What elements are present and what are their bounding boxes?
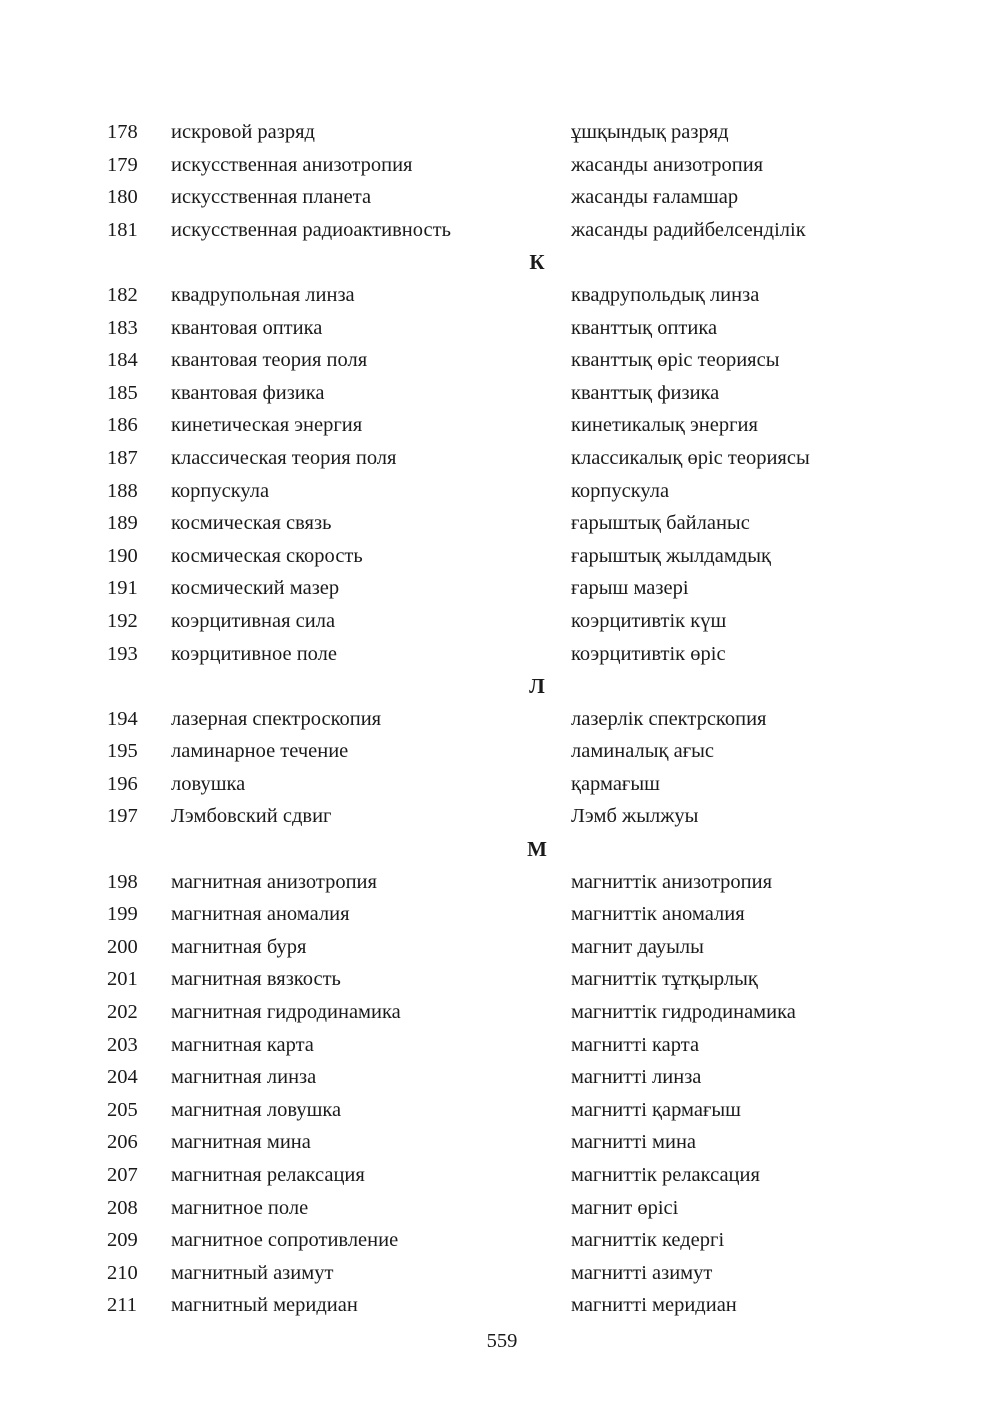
section-letter: К [529, 250, 545, 275]
term-kazakh: жасанды анизотропия [571, 153, 764, 176]
glossary-row [0, 898, 1004, 931]
term-kazakh: кванттық өріс теориясы [571, 349, 780, 372]
glossary-row [0, 279, 1004, 312]
term-kazakh: корпускула [571, 479, 670, 502]
term-kazakh: магниттік анизотропия [571, 870, 773, 893]
term-russian: магнитная релаксация [171, 1164, 365, 1186]
entry-number: 201 [107, 968, 138, 991]
term-kazakh: классикалық өріс теориясы [571, 446, 810, 469]
glossary-row [0, 1126, 1004, 1159]
term-kazakh: қармағыш [571, 772, 660, 795]
entry-number: 199 [107, 903, 138, 926]
glossary-row [0, 540, 1004, 573]
term-russian: классическая теория поля [171, 446, 397, 469]
entry-number: 210 [107, 1261, 138, 1284]
term-russian: магнитная ловушка [171, 1098, 342, 1121]
term-kazakh: кванттық оптика [571, 316, 718, 339]
entry-number: 186 [107, 414, 138, 437]
term-russian: ловушка [171, 772, 246, 795]
glossary-row [0, 312, 1004, 345]
glossary-list [0, 116, 1004, 1322]
entry-number: 195 [107, 740, 138, 763]
page-number: 559 [486, 1330, 518, 1352]
entry-number: 181 [107, 218, 138, 241]
term-russian: магнитная линза [171, 1066, 317, 1089]
glossary-row [0, 1029, 1004, 1062]
term-russian: лазерная спектроскопия [171, 707, 382, 730]
entry-number: 209 [107, 1229, 138, 1252]
term-russian: квантовая теория поля [171, 349, 368, 372]
term-kazakh: ламиналық ағыс [571, 740, 714, 763]
entry-number: 194 [107, 707, 138, 730]
term-russian: квантовая оптика [171, 316, 323, 339]
entry-number: 193 [107, 642, 138, 665]
section-letter: Л [529, 674, 545, 699]
glossary-row [0, 605, 1004, 638]
glossary-row [0, 507, 1004, 540]
glossary-row [0, 572, 1004, 605]
entry-number: 188 [107, 479, 138, 502]
term-kazakh: жасанды радийбелсенділік [571, 218, 806, 241]
glossary-row [0, 409, 1004, 442]
entry-number: 208 [107, 1196, 138, 1219]
glossary-row [0, 1094, 1004, 1127]
glossary-row [0, 963, 1004, 996]
term-russian: магнитная аномалия [171, 903, 350, 926]
term-kazakh: ғарыштық жылдамдық [571, 544, 771, 567]
term-russian: искусственная анизотропия [171, 153, 413, 176]
glossary-row [0, 1192, 1004, 1225]
entry-number: 206 [107, 1131, 138, 1154]
term-russian: искусственная планета [171, 186, 372, 209]
glossary-row [0, 116, 1004, 149]
entry-number: 185 [107, 381, 138, 404]
glossary-row [0, 866, 1004, 899]
term-russian: космический мазер [171, 577, 340, 600]
glossary-row [0, 1224, 1004, 1257]
entry-number: 180 [107, 186, 138, 209]
entry-number: 202 [107, 1001, 138, 1024]
glossary-row [0, 475, 1004, 508]
term-kazakh: магнитті линза [571, 1066, 702, 1089]
glossary-row [0, 1257, 1004, 1290]
term-kazakh: магнитті азимут [571, 1261, 713, 1284]
glossary-row [0, 1289, 1004, 1322]
term-kazakh: магниттік гидродинамика [571, 1001, 796, 1024]
entry-number: 189 [107, 512, 138, 535]
entry-number: 192 [107, 609, 138, 632]
term-russian: магнитная вязкость [171, 968, 341, 991]
term-kazakh: магниттік аномалия [571, 903, 745, 926]
entry-number: 200 [107, 935, 138, 958]
glossary-row [0, 442, 1004, 475]
glossary-row [0, 1061, 1004, 1094]
section-letter: М [527, 837, 547, 862]
glossary-row [0, 377, 1004, 410]
term-russian: искровой разряд [171, 121, 315, 143]
term-kazakh: лазерлік спектрскопия [571, 707, 767, 730]
term-russian: магнитное поле [171, 1196, 309, 1219]
entry-number: 205 [107, 1098, 138, 1121]
term-russian: магнитная карта [171, 1033, 314, 1056]
term-kazakh: магниттік тұтқырлық [571, 968, 758, 991]
entry-number: 196 [107, 772, 138, 795]
term-kazakh: ғарыш мазері [571, 577, 689, 600]
entry-number: 190 [107, 544, 138, 567]
entry-number: 211 [107, 1294, 137, 1317]
glossary-row [0, 638, 1004, 671]
glossary-row [0, 703, 1004, 736]
term-russian: магнитный азимут [171, 1261, 334, 1284]
glossary-row [0, 1159, 1004, 1192]
term-kazakh: коэрцитивтік өріс [571, 642, 726, 665]
term-russian: кинетическая энергия [171, 414, 363, 437]
term-russian: космическая связь [171, 512, 332, 535]
term-kazakh: кванттық физика [571, 381, 720, 404]
term-russian: коэрцитивное поле [171, 642, 337, 665]
term-russian: ламинарное течение [171, 740, 349, 763]
section-letter-heading [0, 670, 1004, 703]
term-kazakh: магнитті карта [571, 1033, 700, 1056]
term-kazakh: магнитті қармағыш [571, 1098, 741, 1121]
term-kazakh: магнит өрісі [571, 1196, 679, 1219]
glossary-row [0, 344, 1004, 377]
glossary-row [0, 800, 1004, 833]
term-kazakh: магнитті меридиан [571, 1294, 737, 1317]
glossary-row [0, 931, 1004, 964]
term-russian: космическая скорость [171, 544, 363, 567]
term-kazakh: коэрцитивтік күш [571, 609, 727, 632]
glossary-row [0, 996, 1004, 1029]
glossary-row [0, 149, 1004, 182]
term-kazakh: ұшқындық разряд [571, 121, 729, 143]
entry-number: 184 [107, 349, 138, 372]
term-russian: магнитная гидродинамика [171, 1001, 401, 1024]
term-kazakh: квадрупольдық линза [571, 283, 760, 306]
term-kazakh: жасанды ғаламшар [571, 186, 739, 209]
term-russian: магнитная анизотропия [171, 870, 377, 893]
entry-number: 187 [107, 446, 138, 469]
glossary-row [0, 735, 1004, 768]
term-kazakh: магнит дауылы [571, 935, 704, 958]
glossary-row [0, 214, 1004, 247]
entry-number: 191 [107, 577, 138, 600]
section-letter-heading [0, 246, 1004, 279]
term-russian: коэрцитивная сила [171, 609, 336, 632]
entry-number: 183 [107, 316, 138, 339]
term-russian: магнитная мина [171, 1131, 311, 1154]
term-kazakh: магниттік кедергі [571, 1229, 725, 1252]
entry-number: 182 [107, 283, 138, 306]
term-russian: магнитный меридиан [171, 1294, 358, 1317]
glossary-row [0, 181, 1004, 214]
term-russian: корпускула [171, 479, 270, 502]
term-kazakh: магнитті мина [571, 1131, 697, 1154]
section-letter-heading [0, 833, 1004, 866]
term-russian: магнитная буря [171, 935, 307, 958]
entry-number: 178 [107, 121, 138, 143]
term-kazakh: ғарыштық байланыс [571, 512, 750, 535]
term-russian: магнитное сопротивление [171, 1229, 399, 1252]
term-russian: квантовая физика [171, 381, 325, 404]
term-russian: Лэмбовский сдвиг [171, 805, 332, 828]
entry-number: 197 [107, 805, 138, 828]
glossary-row [0, 768, 1004, 801]
term-kazakh: Лэмб жылжуы [571, 805, 699, 828]
term-kazakh: кинетикалық энергия [571, 414, 758, 437]
entry-number: 179 [107, 153, 138, 176]
term-russian: искусственная радиоактивность [171, 218, 451, 241]
entry-number: 207 [107, 1164, 138, 1186]
term-kazakh: магниттік релаксация [571, 1164, 760, 1186]
entry-number: 198 [107, 870, 138, 893]
term-russian: квадрупольная линза [171, 283, 355, 306]
entry-number: 204 [107, 1066, 138, 1089]
entry-number: 203 [107, 1033, 138, 1056]
